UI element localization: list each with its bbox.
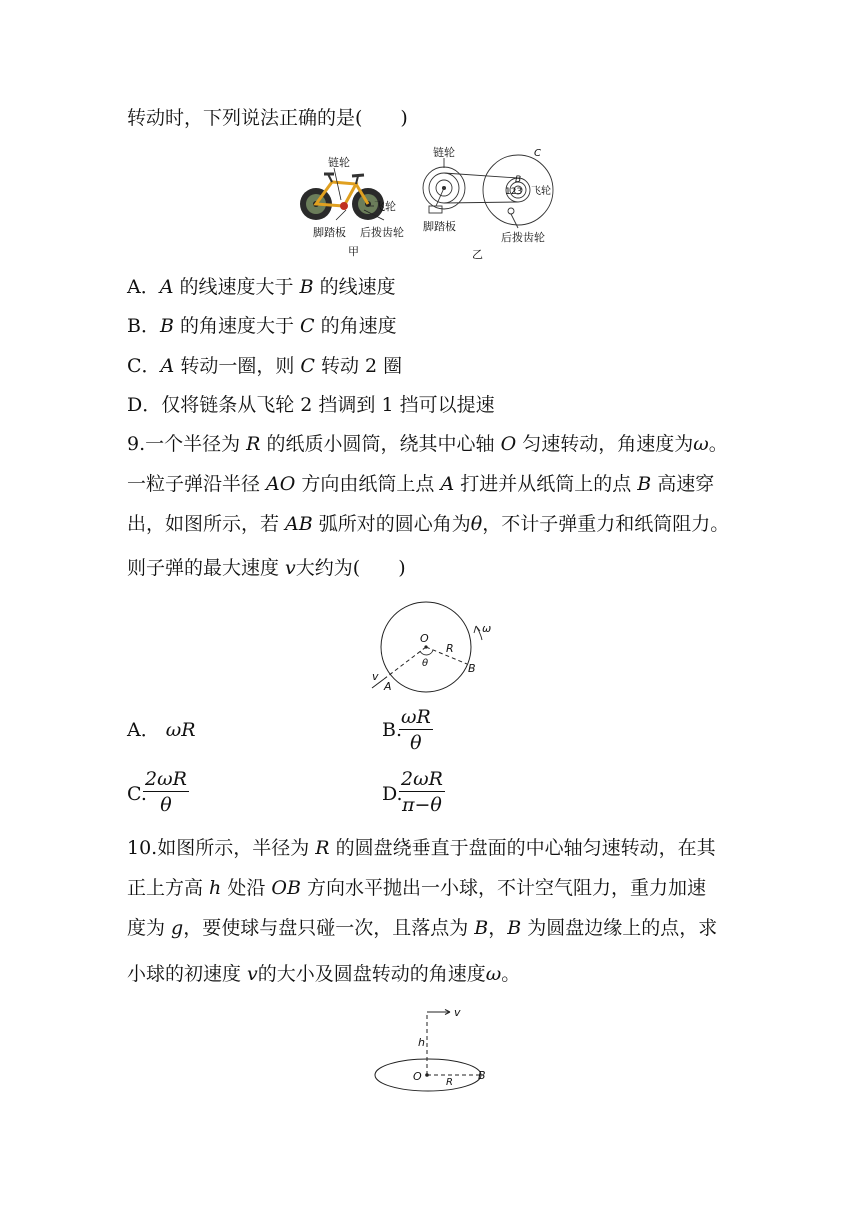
label-theta: θ — [422, 658, 429, 669]
label-pedal-right: 脚踏板 — [423, 220, 456, 233]
label-derailleur-left: 后拨齿轮 — [360, 226, 404, 239]
q9-line-3: 出，如图所示，若 AB 弧所对的圆心角为θ，不计子弹重力和纸筒阻力。 — [127, 513, 730, 535]
label-O: O — [420, 632, 429, 645]
label-R: R — [446, 1077, 453, 1088]
label-derailleur-right: 后拨齿轮 — [501, 231, 545, 244]
q9-line-2: 一粒子弹沿半径 AO 方向由纸筒上点 A 打进并从纸筒上的点 B 高速穿 — [127, 473, 715, 495]
label-gears: 123 — [505, 187, 523, 197]
q8-stem: 转动时，下列说法正确的是( ) — [127, 107, 408, 129]
label-pedal-left: 脚踏板 — [313, 226, 346, 239]
label-A: A — [384, 680, 392, 693]
fraction-numerator: ωR — [401, 706, 431, 728]
bicycle-photo — [300, 168, 384, 220]
q10-disk-figure — [370, 1000, 500, 1096]
q10-line-1: 10.如图所示，半径为 R 的圆盘绕垂直于盘面的中心轴匀速转动，在其 — [127, 837, 716, 859]
q8-bicycle-figure — [296, 144, 568, 264]
q9-option-d-fraction — [399, 768, 445, 817]
q9-option-b-fraction — [399, 706, 433, 755]
q10-line-3: 度为 g，要使球与盘只碰一次，且落点为 B，B 为圆盘边缘上的点，求 — [127, 917, 718, 939]
label-B: B — [478, 1069, 486, 1082]
label-B: B — [515, 175, 522, 185]
q9-option-b-label: B. — [382, 719, 403, 741]
caption-left: 甲 — [348, 245, 359, 258]
label-omega: ω — [482, 622, 492, 635]
fraction-denominator: θ — [410, 732, 422, 754]
fraction-numerator: 2ωR — [145, 768, 187, 790]
q8-option-c: C．A 转动一圈，则 C 转动 2 圈 — [127, 355, 403, 377]
q9-option-d-label: D. — [382, 783, 403, 805]
label-R: R — [446, 642, 454, 655]
q10-line-4: 小球的初速度 v的大小及圆盘转动的角速度ω。 — [127, 963, 521, 985]
fraction-denominator: θ — [160, 794, 172, 816]
q9-cylinder-figure — [364, 600, 504, 700]
q9-option-a: A． ωR — [127, 719, 196, 741]
label-O: O — [413, 1070, 422, 1083]
q9-line-4: 则子弹的最大速度 v大约为( ) — [127, 557, 406, 579]
label-chainring-right: 链轮 — [433, 146, 455, 159]
label-v: v — [454, 1006, 461, 1019]
q9-line-1: 9.一个半径为 R 的纸质小圆筒，绕其中心轴 O 匀速转动，角速度为ω。 — [127, 433, 728, 455]
q10-line-2: 正上方高 h 处沿 OB 方向水平抛出一小球，不计空气阻力，重力加速 — [127, 877, 706, 899]
q8-option-b: B．B 的角速度大于 C 的角速度 — [127, 315, 397, 337]
fraction-denominator: π−θ — [402, 794, 442, 816]
q9-option-c-label: C. — [127, 783, 147, 805]
label-v: v — [372, 670, 379, 683]
fraction-numerator: 2ωR — [401, 768, 443, 790]
caption-right: 乙 — [472, 248, 483, 261]
label-flywheel-left: 飞轮 — [374, 200, 396, 213]
label-flywheel-right: 飞轮 — [531, 186, 551, 197]
label-h: h — [418, 1036, 425, 1049]
q9-option-c-fraction — [143, 768, 189, 817]
q8-option-d: D．仅将链条从飞轮 2 挡调到 1 挡可以提速 — [127, 394, 495, 416]
label-B: B — [468, 662, 476, 675]
q8-option-a: A．A 的线速度大于 B 的线速度 — [127, 276, 396, 298]
label-C: C — [534, 148, 541, 159]
label-chainring-left: 链轮 — [328, 156, 350, 169]
